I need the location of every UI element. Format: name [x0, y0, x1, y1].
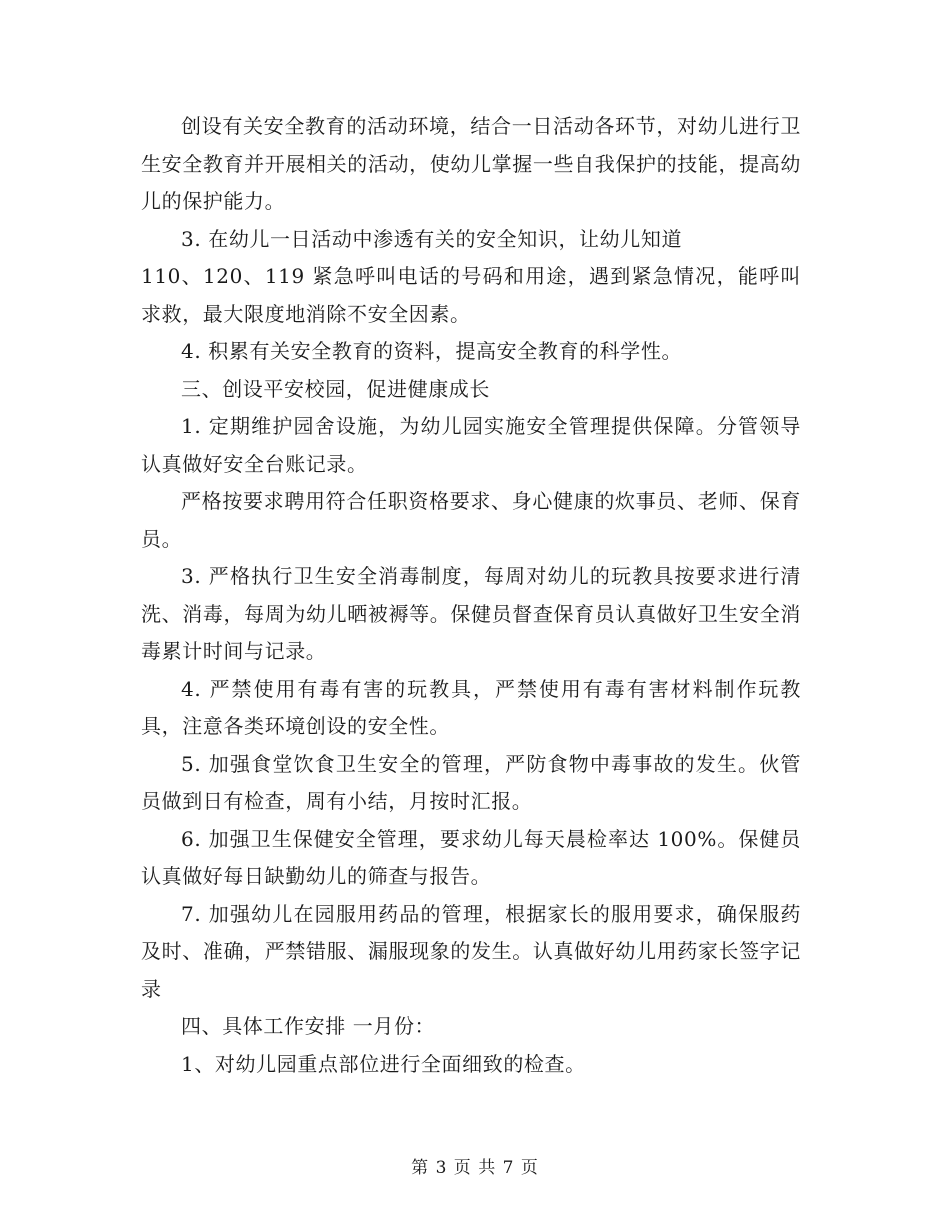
paragraph-safety-environment: 创设有关安全教育的活动环境，结合一日活动各环节，对幼儿进行卫生安全教育并开展相关的活动，使幼儿掌握一些自我保护的技能，提高幼儿的保护能力。	[141, 114, 801, 213]
paragraph-hiring: 严格按要求聘用符合任职资格要求、身心健康的炊事员、老师、保育员。	[141, 489, 801, 551]
paragraph-item-3-knowledge: 3. 在幼儿一日活动中渗透有关的安全知识，让幼儿知道	[181, 226, 683, 251]
paragraph-item-4-materials: 4. 积累有关安全教育的资料，提高安全教育的科学性。	[181, 339, 683, 363]
paragraph-january-item-1: 1、对幼儿园重点部位进行全面细致的检查。	[181, 1051, 586, 1076]
paragraph-item-7-medicine: 7. 加强幼儿在园服用药品的管理，根据家长的服用要求，确保服药及时、准确，严禁错服、漏服现象的发生。认真做好幼儿用药家长签字记录	[141, 901, 801, 1001]
body-text	[141, 108, 801, 1083]
paragraph-item-1-facilities: 1. 定期维护园舍设施，为幼儿园实施安全管理提供保障。分管领导认真做好安全台账记录。	[141, 414, 801, 476]
section-heading-4: 四、具体工作安排 一月份：	[181, 1014, 436, 1038]
paragraph-item-6-health: 6. 加强卫生保健安全管理，要求幼儿每天晨检率达 100%。保健员认真做好每日缺勤幼儿的筛查与报告。	[141, 826, 801, 888]
paragraph-item-5-canteen: 5. 加强食堂饮食卫生安全的管理，严防食物中毒事故的发生。伙管员做到日有检查，周有小结，月按时汇报。	[141, 751, 801, 813]
paragraph-item-4-toys: 4. 严禁使用有毒有害的玩教具，严禁使用有毒有害材料制作玩教具，注意各类环境创设的安全性。	[141, 676, 801, 738]
section-heading-3: 三、创设平安校园，促进健康成长	[181, 376, 490, 401]
paragraph-emergency-numbers: 110、120、119 紧急呼叫电话的号码和用途，遇到紧急情况，能呼叫求救，最大限度地消除不安全因素。	[141, 264, 801, 326]
page-number-footer: 第 3 页 共 7 页	[411, 1158, 539, 1178]
paragraph-item-3-disinfection: 3. 严格执行卫生安全消毒制度，每周对幼儿的玩教具按要求进行清洗、消毒，每周为幼儿晒被褥等。保健员督查保育员认真做好卫生安全消毒累计时间与记录。	[141, 564, 801, 663]
